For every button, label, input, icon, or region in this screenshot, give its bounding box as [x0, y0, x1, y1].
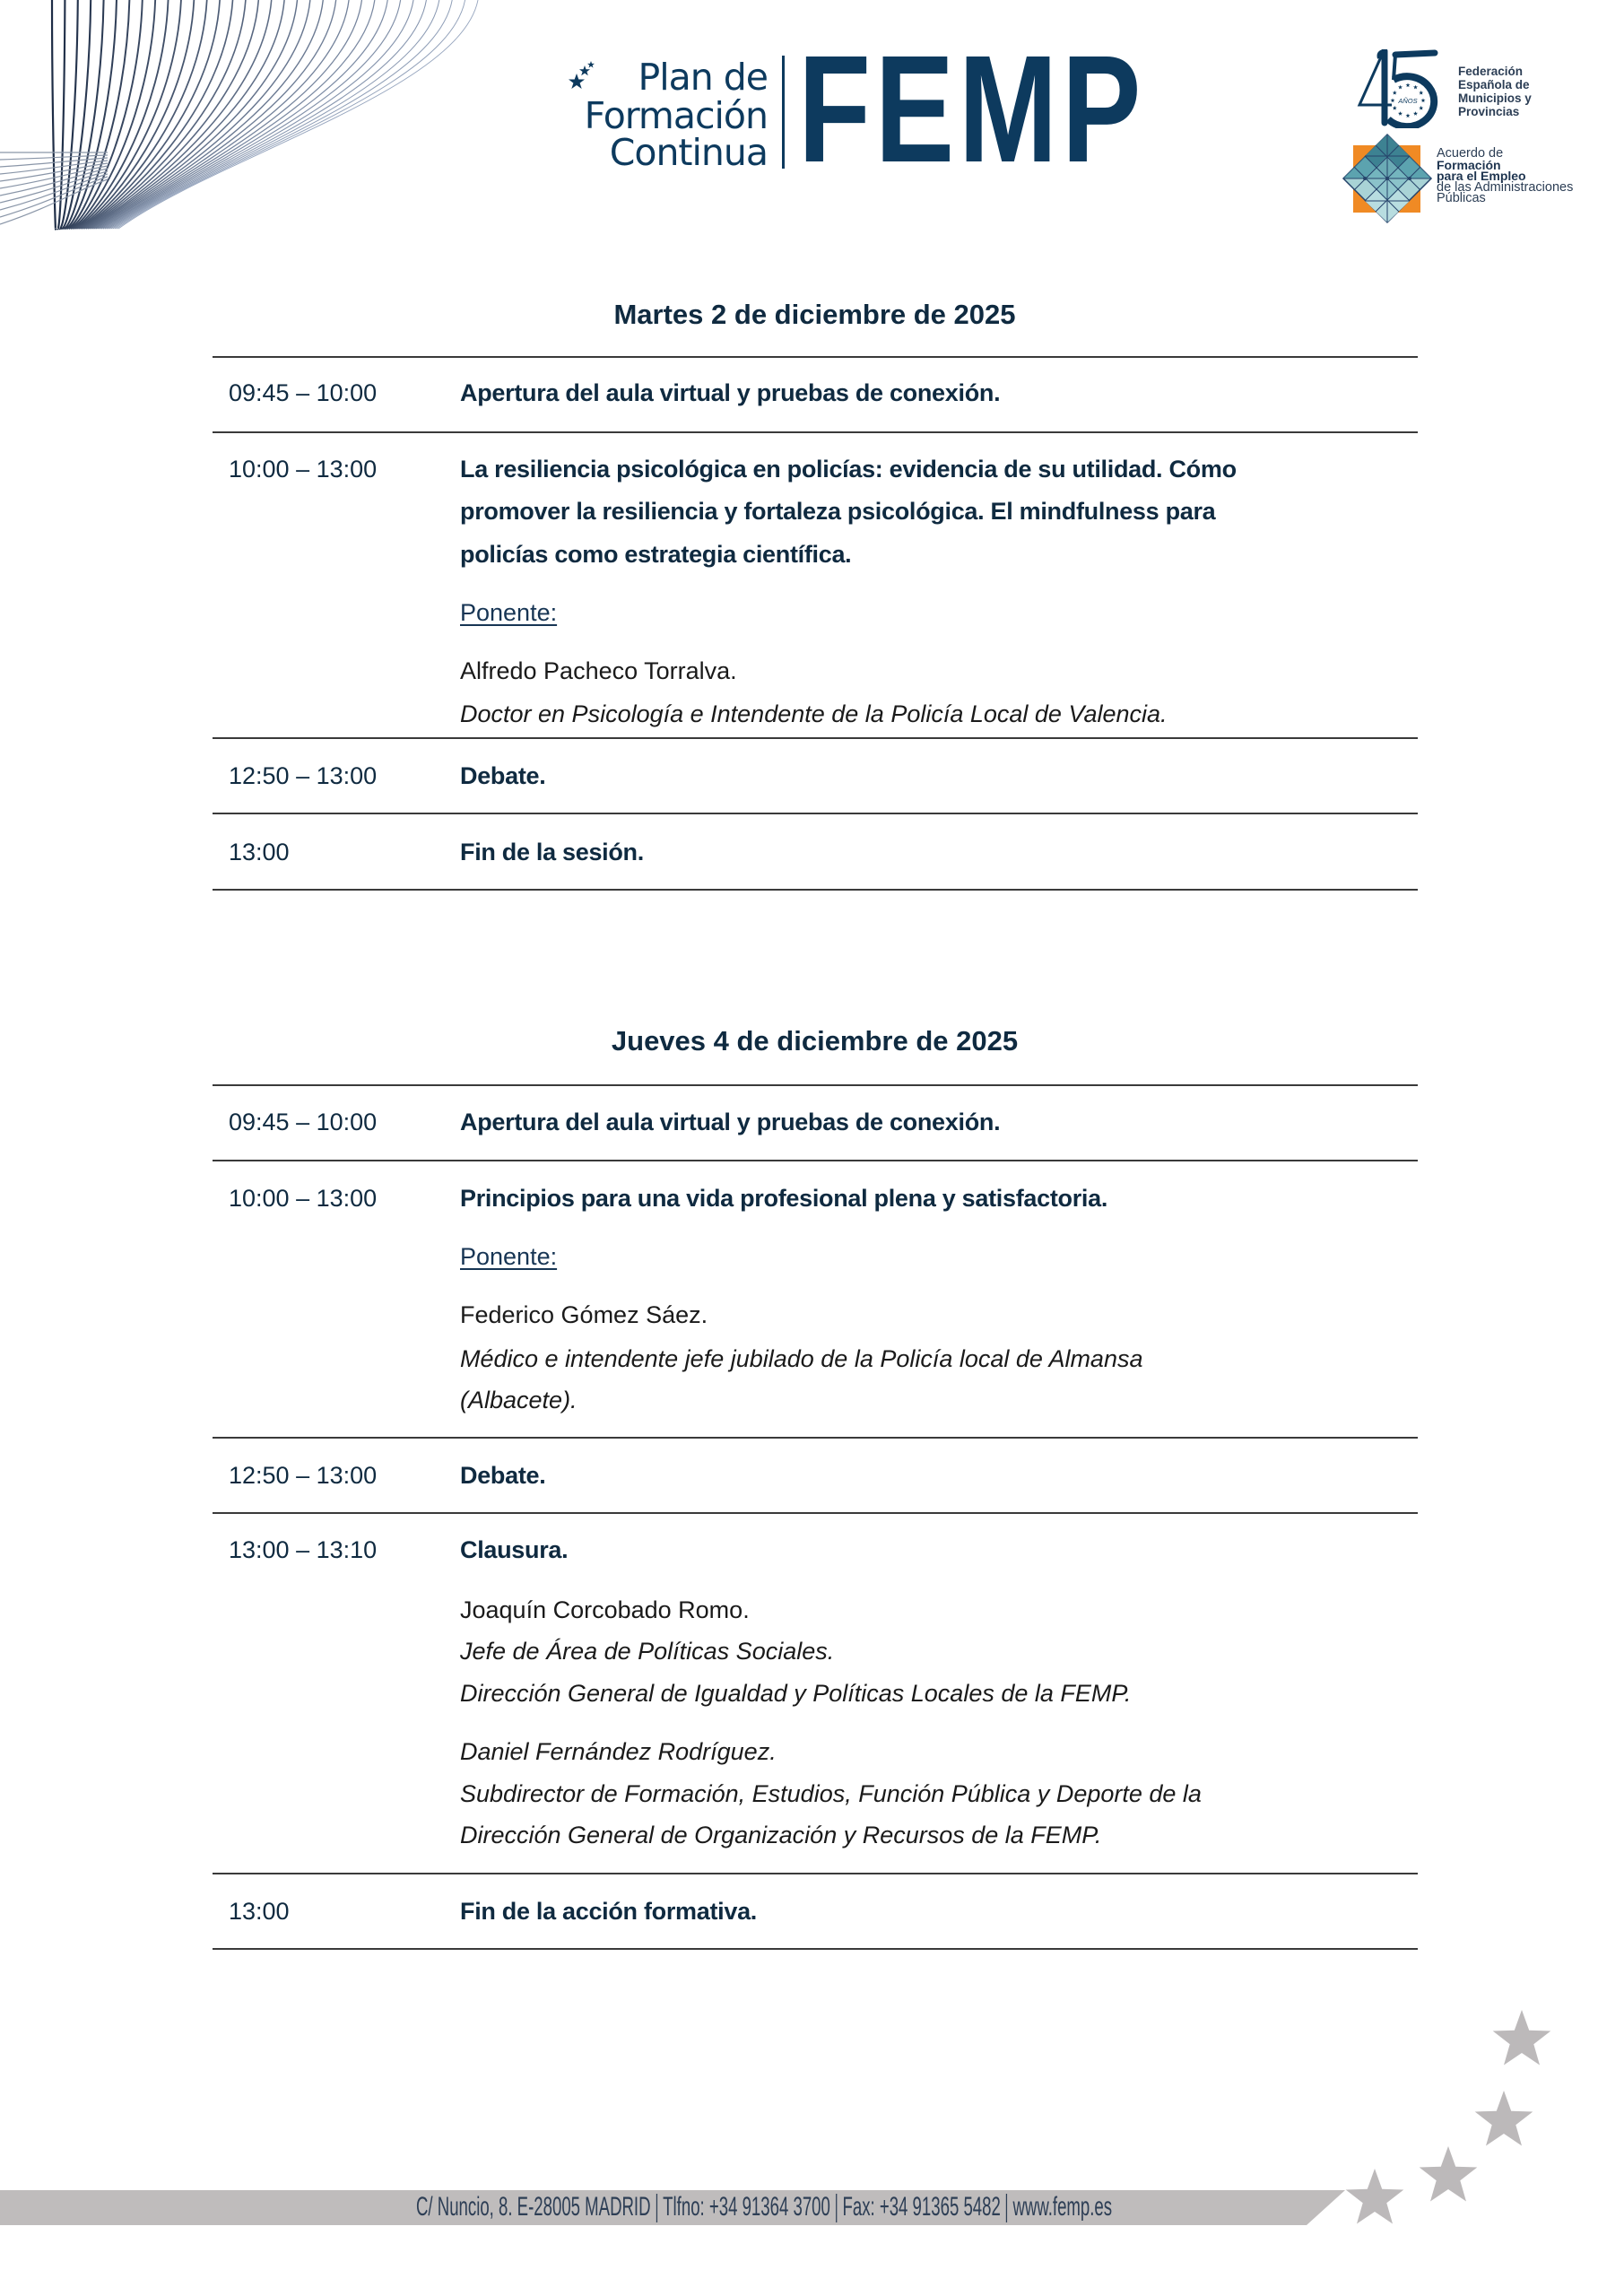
- person-role-line: Dirección General de Igualdad y Políticas Locales de la FEMP.: [460, 1680, 1132, 1707]
- divider: [213, 356, 1418, 358]
- row-time: 13:00 – 13:10: [229, 1536, 378, 1563]
- federation-name: [1458, 65, 1532, 118]
- wave-line: [52, 0, 56, 230]
- row-time: 13:00: [229, 1898, 290, 1925]
- divider: [213, 889, 1418, 891]
- afedap-line: de las Administraciones: [1437, 179, 1574, 195]
- plan-formacion-continua-logo: [563, 54, 768, 172]
- row-time: 09:45 – 10:00: [229, 1109, 378, 1135]
- footer-contact: [416, 2192, 1112, 2222]
- afedap-line: Públicas: [1437, 191, 1486, 205]
- speaker-name: Federico Gómez Sáez.: [460, 1301, 708, 1328]
- row-title: Principios para una vida profesional plena y satisfactoria.: [460, 1185, 1108, 1212]
- star-icon: [1391, 98, 1395, 102]
- person-role-line: Subdirector de Formación, Estudios, Función Pública y Deporte de la: [460, 1780, 1202, 1807]
- speaker-role: Doctor en Psicología e Intendente de la Policía Local de Valencia.: [460, 700, 1168, 727]
- row-title-line: La resiliencia psicológica en policías: evidencia de su utilidad. Cómo: [460, 456, 1237, 483]
- footer-phone: Tlfno: +34 91364 3700: [663, 2192, 830, 2222]
- row-title-line: promover la resiliencia y fortaleza psicológica. El mindfulness para: [460, 498, 1216, 525]
- afedap-logo-icon: [1342, 133, 1433, 224]
- speaker-label: Ponente:: [460, 599, 558, 626]
- speaker-role-line: (Albacete).: [460, 1387, 578, 1413]
- star-icon: [1493, 2010, 1551, 2066]
- speaker-role-line: Médico e intendente jefe jubilado de la Policía local de Almansa: [460, 1345, 1143, 1372]
- decorative-stars: [1336, 2000, 1569, 2233]
- afedap-line: para el Empleo: [1437, 169, 1526, 183]
- decorative-wave-lines: [0, 0, 484, 233]
- footer-separator: [1006, 2194, 1007, 2222]
- person-role-line: Jefe de Área de Políticas Sociales.: [460, 1638, 835, 1665]
- star-icon: [1421, 98, 1426, 102]
- star-icon: [1406, 113, 1411, 117]
- row-time: 12:50 – 13:00: [229, 1462, 378, 1489]
- plan-logo-line-1: Plan de: [638, 56, 768, 99]
- star-icon: [1413, 85, 1418, 90]
- row-title: Clausura.: [460, 1536, 569, 1563]
- person-role-line: Dirección General de Organización y Recursos de la FEMP.: [460, 1822, 1102, 1848]
- speaker-name: Alfredo Pacheco Torralva.: [460, 657, 737, 684]
- footer-separator: [836, 2194, 837, 2222]
- person-name: Joaquín Corcobado Romo.: [460, 1596, 750, 1623]
- section-title: Martes 2 de diciembre de 2025: [613, 299, 1016, 330]
- divider: [213, 1160, 1418, 1161]
- star-icon: [1419, 91, 1423, 95]
- star-icon: [1393, 106, 1397, 110]
- anos-badge-text: AÑOS: [1398, 97, 1418, 105]
- row-title-line: policías como estrategia científica.: [460, 541, 852, 568]
- star-icon: [1419, 106, 1423, 110]
- star-icon: [1420, 2146, 1478, 2202]
- femp-45-anniversary-logo: [1352, 49, 1453, 128]
- star-icon: [1346, 2169, 1404, 2224]
- footer-fax: Fax: +34 91365 5482: [842, 2192, 1001, 2222]
- wave-line: [61, 0, 91, 229]
- row-time: 10:00 – 13:00: [229, 456, 378, 483]
- row-title: Fin de la sesión.: [460, 839, 644, 865]
- afedap-name: [1437, 148, 1573, 204]
- afedap-line: Formación: [1437, 157, 1501, 172]
- divider: [213, 1437, 1418, 1439]
- plan-logo-line-3: Continua: [609, 131, 768, 174]
- divider: [213, 1873, 1418, 1874]
- divider: [213, 813, 1418, 814]
- row-title: Fin de la acción formativa.: [460, 1898, 757, 1925]
- logo-divider: [782, 56, 785, 169]
- row-title: Debate.: [460, 1462, 546, 1489]
- star-icon: [1398, 85, 1403, 90]
- row-title: Apertura del aula virtual y pruebas de conexión.: [460, 1109, 1001, 1135]
- row-title: Apertura del aula virtual y pruebas de conexión.: [460, 379, 1001, 406]
- star-icon: [1406, 83, 1411, 87]
- footer-separator: [656, 2194, 657, 2222]
- divider: [213, 737, 1418, 739]
- star-icon: [1398, 111, 1403, 116]
- star-icon: [1413, 111, 1418, 116]
- federation-line: Municipios y: [1458, 91, 1532, 105]
- star-icon: [1475, 2091, 1533, 2146]
- footer-website-link[interactable]: www.femp.es: [1012, 2192, 1113, 2222]
- plan-logo-line-2: Formación: [584, 94, 768, 137]
- row-time: 10:00 – 13:00: [229, 1185, 378, 1212]
- federation-line: Provincias: [1458, 105, 1520, 118]
- speaker-label: Ponente:: [460, 1243, 558, 1270]
- afedap-line: Acuerdo de: [1437, 146, 1504, 161]
- femp-wordmark: FEMP: [798, 24, 1146, 195]
- row-time: 12:50 – 13:00: [229, 762, 378, 789]
- divider: [213, 1512, 1418, 1514]
- footer-address: C/ Nuncio, 8. E-28005 MADRID: [416, 2192, 651, 2222]
- section-title: Jueves 4 de diciembre de 2025: [611, 1025, 1019, 1057]
- divider: [213, 431, 1418, 433]
- federation-line: Española de: [1458, 78, 1530, 91]
- divider: [213, 1084, 1418, 1086]
- row-time: 13:00: [229, 839, 290, 865]
- federation-line: Federación: [1458, 65, 1524, 78]
- person-name: Daniel Fernández Rodríguez.: [460, 1738, 777, 1765]
- row-title: Debate.: [460, 762, 546, 789]
- stars-icon: [569, 61, 601, 93]
- divider: [213, 1948, 1418, 1950]
- wave-line: [63, 0, 103, 229]
- star-icon: [1393, 91, 1397, 95]
- row-time: 09:45 – 10:00: [229, 379, 378, 406]
